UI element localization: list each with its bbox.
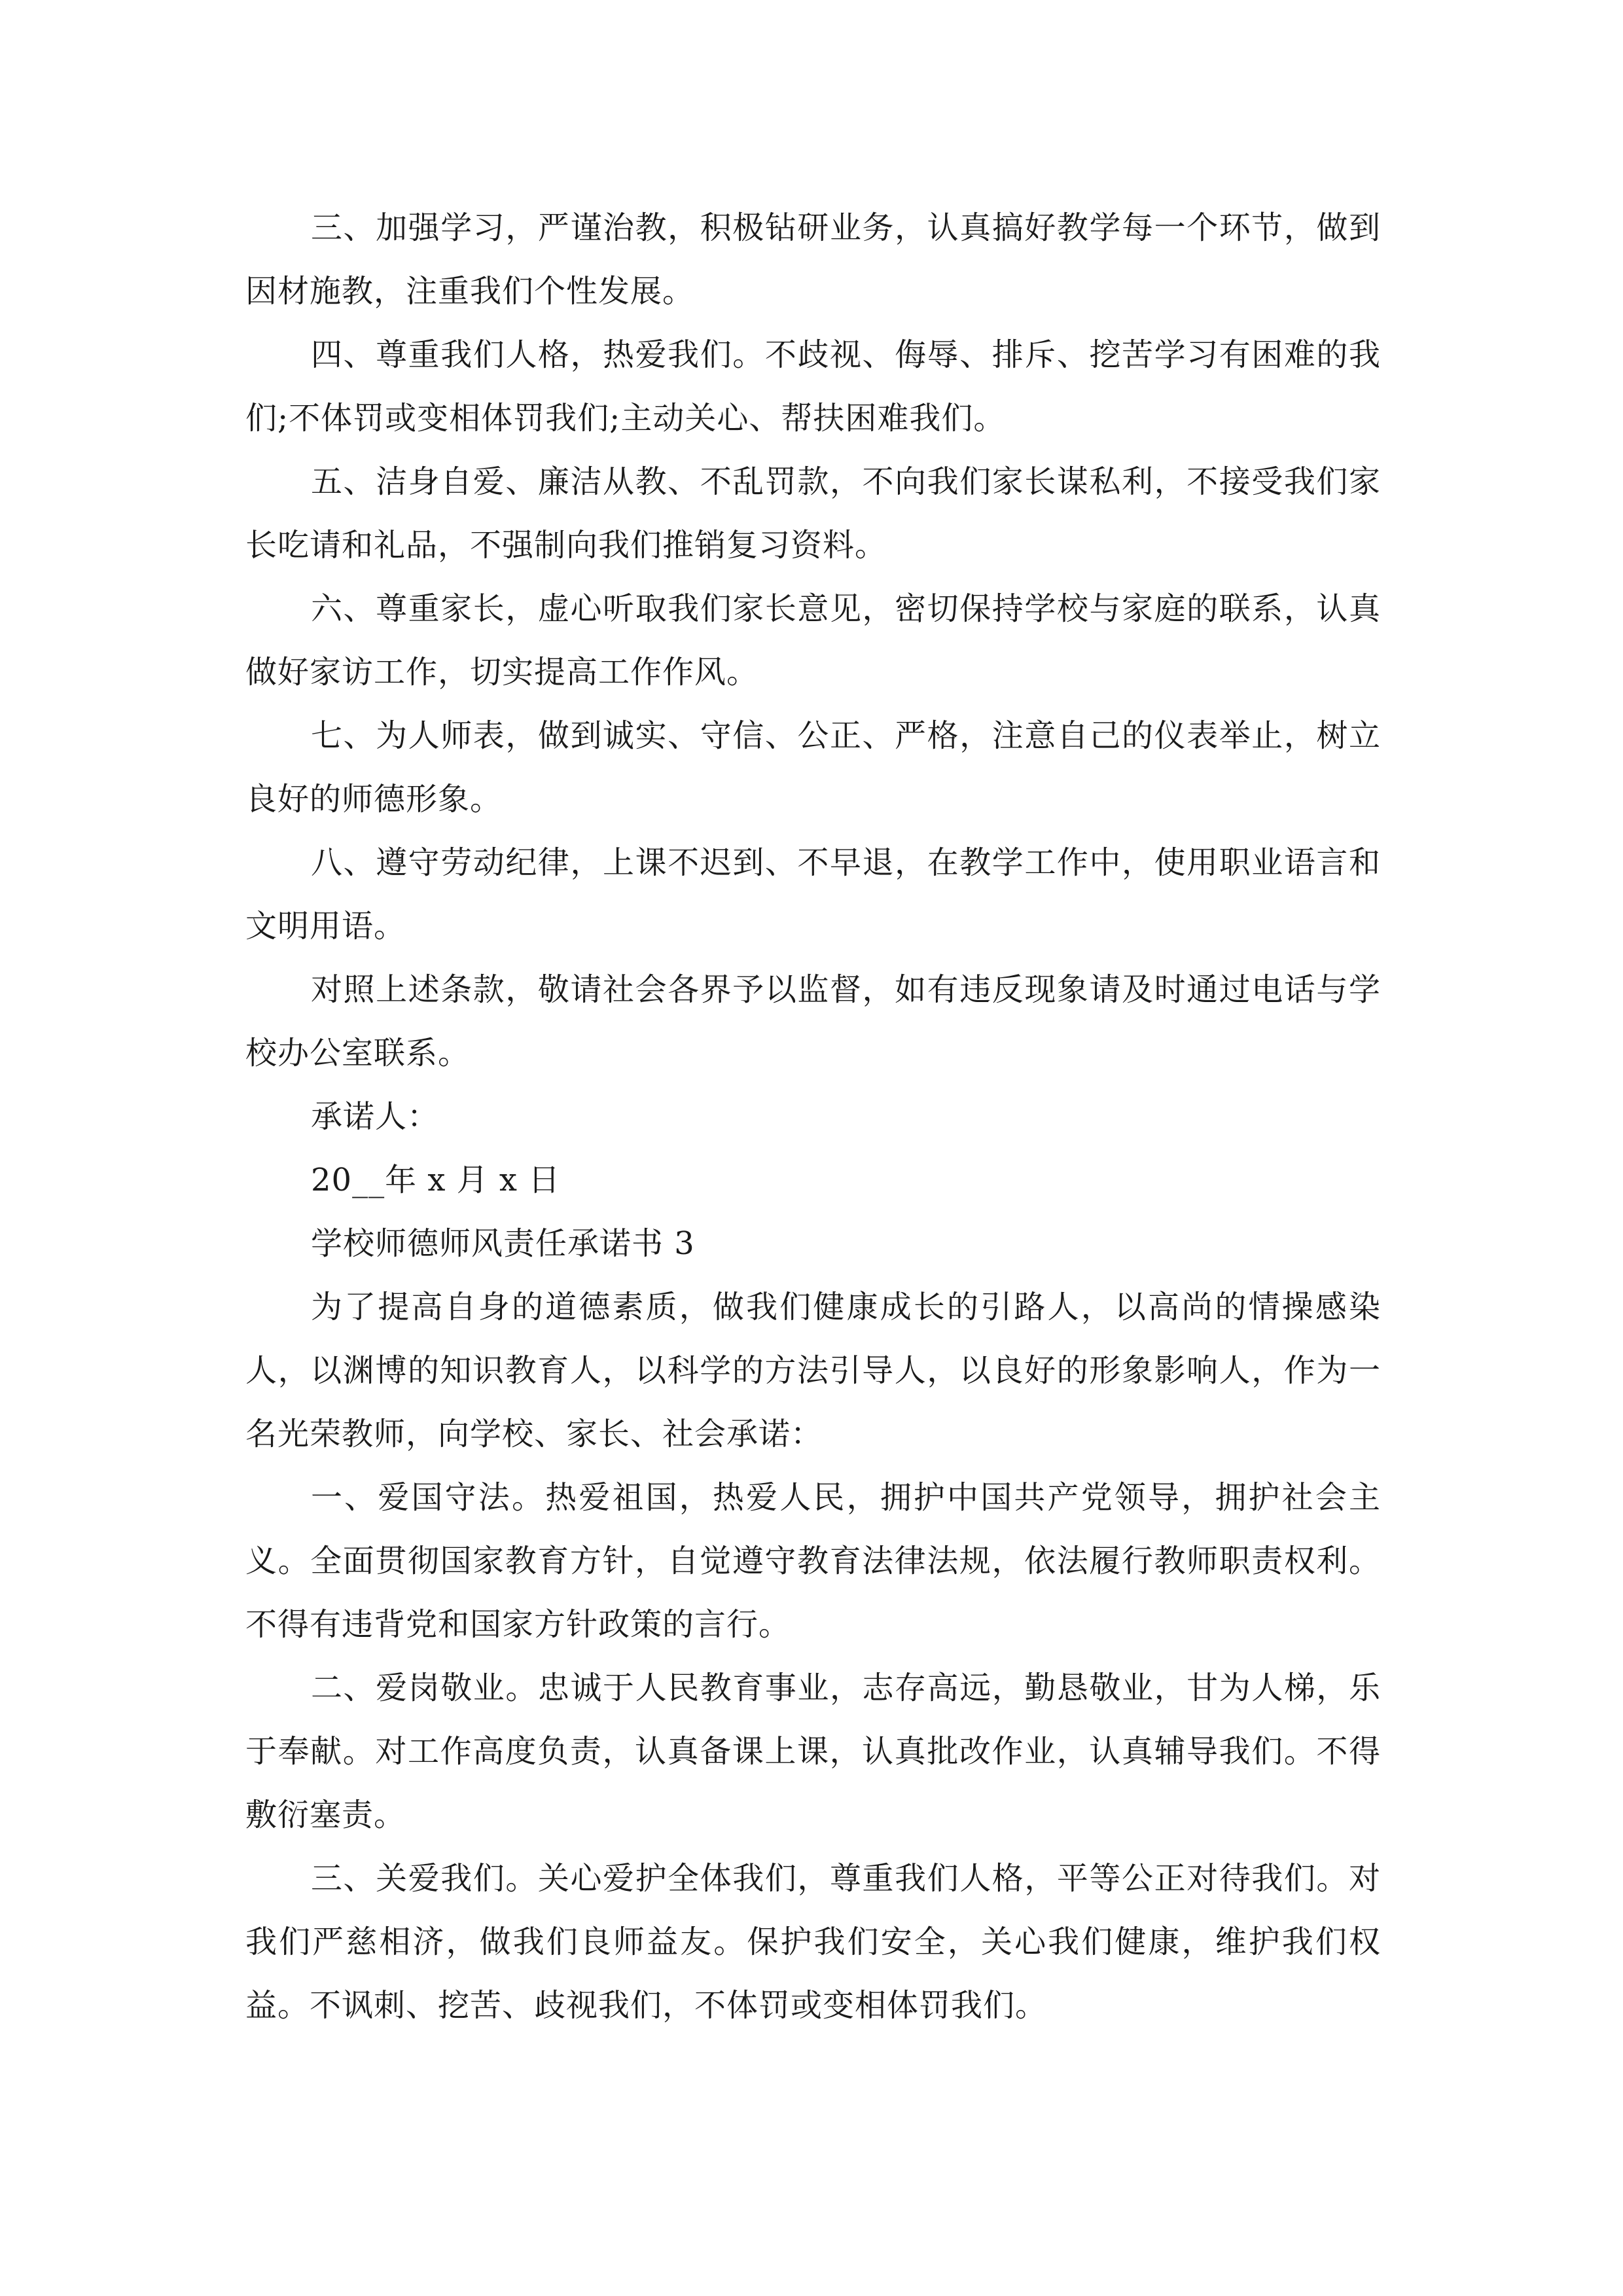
paragraph-item-5: 五、洁身自爱、廉洁从教、不乱罚款，不向我们家长谋私利，不接受我们家长吃请和礼品，不强制向我们推销复习资料。 (245, 463, 1381, 564)
document-body (245, 196, 1381, 2037)
pledge-item-2: 二、爱岗敬业。忠诚于人民教育事业，志存高远，勤恳敬业，甘为人梯，乐于奉献。对工作高度负责，认真备课上课，认真批改作业，认真辅导我们。不得敷衍塞责。 (245, 1670, 1381, 1833)
pledge-item-3: 三、关爱我们。关心爱护全体我们，尊重我们人格，平等公正对待我们。对我们严慈相济，做我们良师益友。保护我们安全，关心我们健康，维护我们权益。不讽刺、挖苦、歧视我们，不体罚或变相体罚我们。 (245, 1860, 1381, 2024)
section-title: 学校师德师风责任承诺书 3 (311, 1225, 695, 1262)
paragraph-item-7: 七、为人师表，做到诚实、守信、公正、严格，注意自己的仪表举止，树立良好的师德形象。 (245, 717, 1381, 817)
pledge-item-1: 一、爱国守法。热爱祖国，热爱人民，拥护中国共产党领导，拥护社会主义。全面贯彻国家教育方针，自觉遵守教育法律法规，依法履行教师职责权利。不得有违背党和国家方针政策的言行。 (245, 1479, 1381, 1643)
paragraph-item-6: 六、尊重家长，虚心听取我们家长意见，密切保持学校与家庭的联系，认真做好家访工作，切实提高工作作风。 (245, 590, 1381, 691)
intro-paragraph: 为了提高自身的道德素质，做我们健康成长的引路人，以高尚的情操感染人，以渊博的知识教育人，以科学的方法引导人，以良好的形象影响人，作为一名光荣教师，向学校、家长、社会承诺： (245, 1289, 1381, 1452)
paragraph-item-3: 三、加强学习，严谨治教，积极钻研业务，认真搞好教学每一个环节，做到因材施教，注重我们个性发展。 (245, 209, 1381, 310)
paragraph-item-8: 八、遵守劳动纪律，上课不迟到、不早退，在教学工作中，使用职业语言和文明用语。 (245, 844, 1381, 944)
supervision-paragraph: 对照上述条款，敬请社会各界予以监督，如有违反现象请及时通过电话与学校办公室联系。 (245, 971, 1381, 1071)
date-line: 20__年 x 月 x 日 (311, 1162, 561, 1198)
paragraph-item-4: 四、尊重我们人格，热爱我们。不歧视、侮辱、排斥、挖苦学习有困难的我们;不体罚或变相体罚我们;主动关心、帮扶困难我们。 (245, 336, 1381, 437)
signatory-label: 承诺人： (311, 1098, 440, 1135)
